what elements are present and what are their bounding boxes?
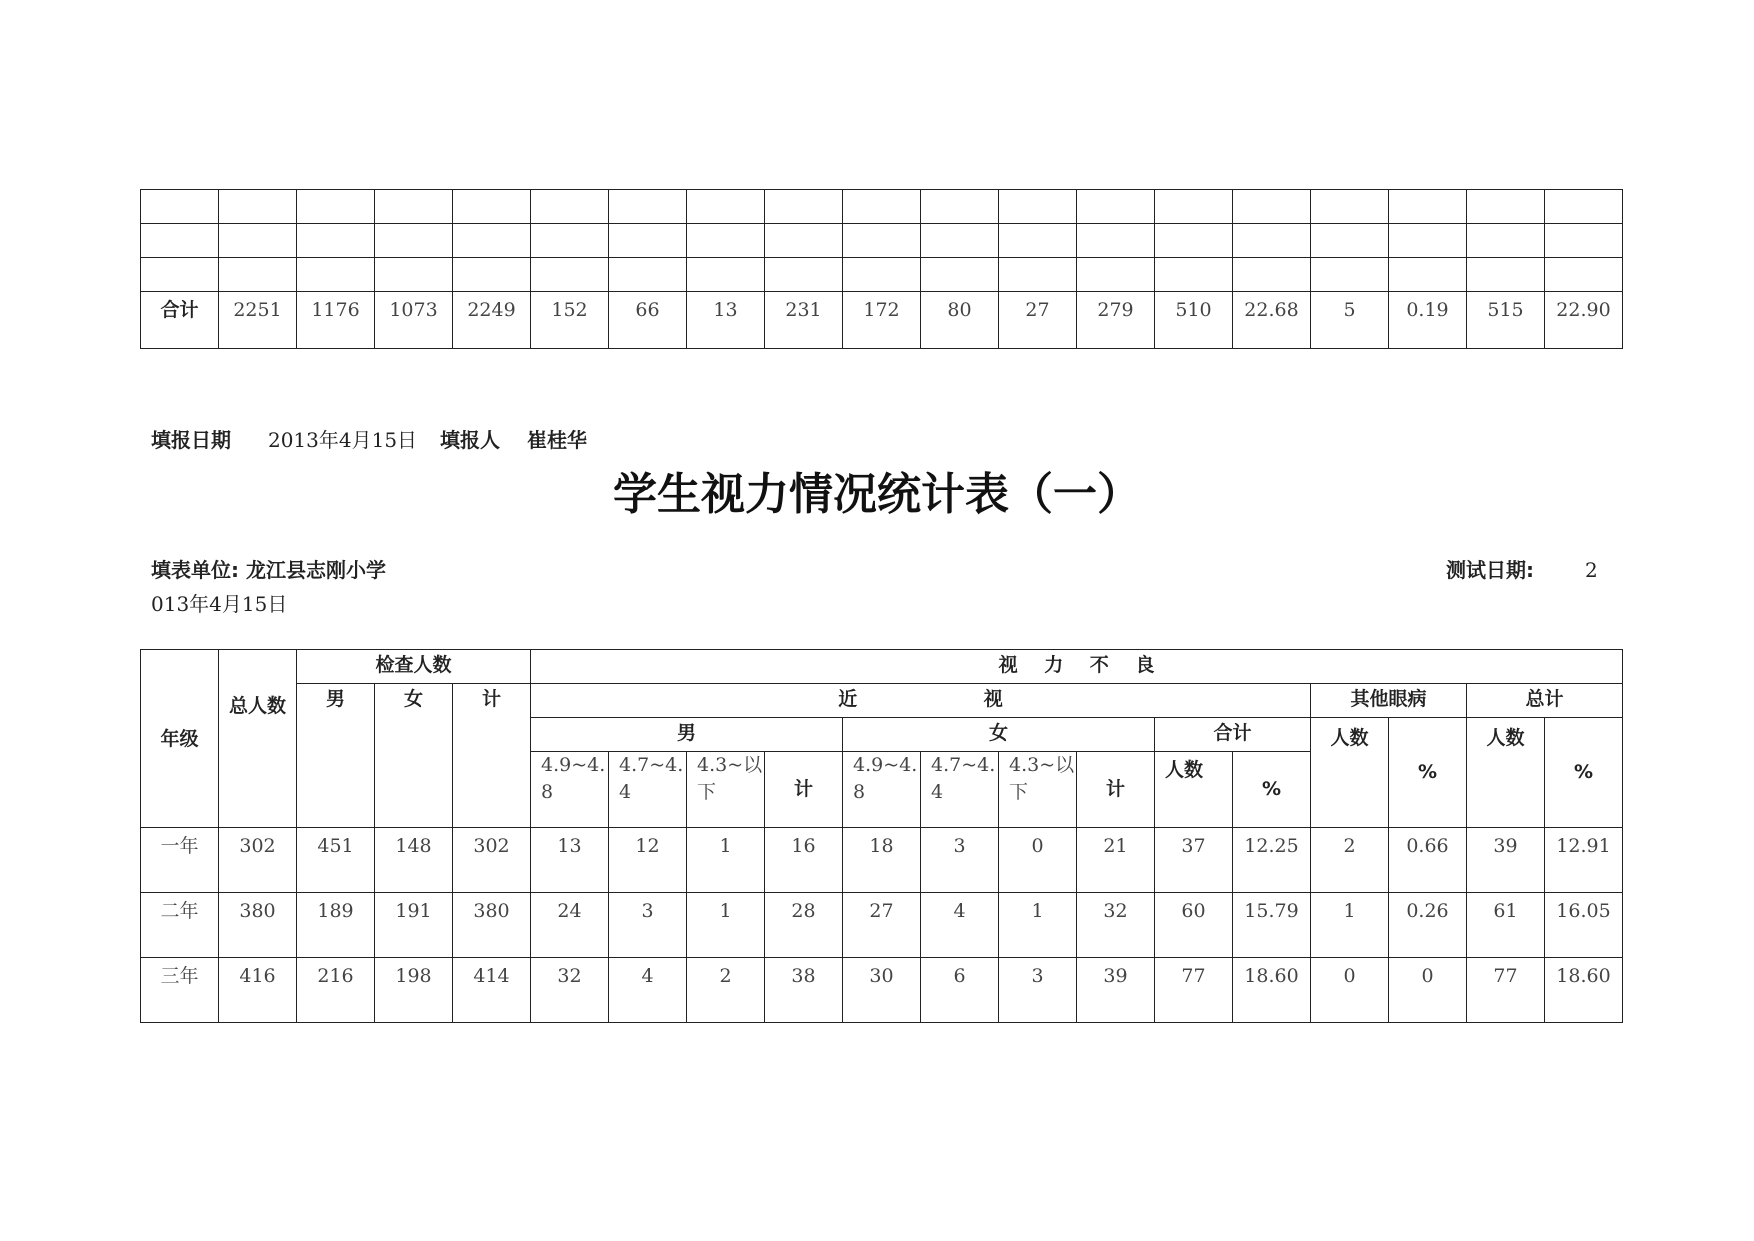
data-cell: 18.60 bbox=[1233, 958, 1311, 1023]
data-cell: 12.25 bbox=[1233, 828, 1311, 893]
test-date-tail-line bbox=[151, 588, 287, 617]
data-cell: 3 bbox=[921, 828, 999, 893]
table-row bbox=[141, 190, 1623, 224]
table-row bbox=[141, 828, 1623, 893]
data-cell: 28 bbox=[765, 893, 843, 958]
data-cell: 1 bbox=[687, 893, 765, 958]
data-cell: 302 bbox=[453, 828, 531, 893]
total-cell: 515 bbox=[1467, 292, 1545, 349]
total-label: 合计 bbox=[141, 292, 219, 349]
data-cell: 77 bbox=[1467, 958, 1545, 1023]
fill-person-value: 崔桂华 bbox=[526, 428, 587, 452]
header-row-2 bbox=[141, 684, 1623, 718]
data-cell: 414 bbox=[453, 958, 531, 1023]
data-cell: 27 bbox=[843, 893, 921, 958]
total-cell: 5 bbox=[1311, 292, 1389, 349]
data-cell: 198 bbox=[375, 958, 453, 1023]
total-cell: 2249 bbox=[453, 292, 531, 349]
data-cell: 0.26 bbox=[1389, 893, 1467, 958]
range-header: 4.9~4.8 bbox=[531, 752, 609, 828]
data-cell: 38 bbox=[765, 958, 843, 1023]
data-cell: 302 bbox=[219, 828, 297, 893]
fill-date-value: 2013年4月15日 bbox=[267, 428, 418, 452]
sum-people-header: 人数 bbox=[1155, 752, 1233, 828]
unit-label: 填表单位: bbox=[151, 558, 239, 582]
data-cell: 1 bbox=[687, 828, 765, 893]
total-cell: 27 bbox=[999, 292, 1077, 349]
female-header: 女 bbox=[375, 684, 453, 828]
data-cell: 39 bbox=[1077, 958, 1155, 1023]
grade-cell: 一年 bbox=[141, 828, 219, 893]
count-header: 计 bbox=[765, 752, 843, 828]
data-cell: 6 bbox=[921, 958, 999, 1023]
total-cell: 279 bbox=[1077, 292, 1155, 349]
page-title: 学生视力情况统计表（一） bbox=[613, 469, 1141, 520]
poor-vision-header: 视 力 不 良 bbox=[531, 650, 1623, 684]
total-cell: 80 bbox=[921, 292, 999, 349]
data-cell: 32 bbox=[1077, 893, 1155, 958]
total-cell: 66 bbox=[609, 292, 687, 349]
data-cell: 148 bbox=[375, 828, 453, 893]
data-cell: 60 bbox=[1155, 893, 1233, 958]
total-row bbox=[141, 292, 1623, 349]
data-cell: 18 bbox=[843, 828, 921, 893]
data-cell: 4 bbox=[609, 958, 687, 1023]
test-date-tail: 013年4月15日 bbox=[151, 592, 288, 616]
checked-header: 检查人数 bbox=[297, 650, 531, 684]
data-cell: 451 bbox=[297, 828, 375, 893]
data-cell: 2 bbox=[687, 958, 765, 1023]
test-date-line bbox=[1446, 554, 1598, 583]
vision-stats-table bbox=[140, 649, 1623, 1023]
table-row bbox=[141, 224, 1623, 258]
myopia-sum-header: 合计 bbox=[1155, 718, 1311, 752]
grand-total-header: 总计 bbox=[1467, 684, 1623, 718]
data-cell: 416 bbox=[219, 958, 297, 1023]
data-cell: 3 bbox=[609, 893, 687, 958]
range-header: 4.9~4.8 bbox=[843, 752, 921, 828]
male-header: 男 bbox=[297, 684, 375, 828]
data-cell: 37 bbox=[1155, 828, 1233, 893]
unit-line bbox=[151, 554, 386, 583]
other-people-header: 人数 bbox=[1311, 718, 1389, 828]
data-cell: 15.79 bbox=[1233, 893, 1311, 958]
data-cell: 16.05 bbox=[1545, 893, 1623, 958]
header-row-1 bbox=[141, 650, 1623, 684]
data-cell: 32 bbox=[531, 958, 609, 1023]
myopia-header: 近 视 bbox=[531, 684, 1311, 718]
data-cell: 24 bbox=[531, 893, 609, 958]
data-cell: 191 bbox=[375, 893, 453, 958]
table-row bbox=[141, 258, 1623, 292]
data-cell: 39 bbox=[1467, 828, 1545, 893]
total-cell: 152 bbox=[531, 292, 609, 349]
total-cell: 1176 bbox=[297, 292, 375, 349]
data-cell: 4 bbox=[921, 893, 999, 958]
table-row bbox=[141, 958, 1623, 1023]
total-cell: 22.90 bbox=[1545, 292, 1623, 349]
myopia-female-header: 女 bbox=[843, 718, 1155, 752]
data-cell: 30 bbox=[843, 958, 921, 1023]
table-row bbox=[141, 893, 1623, 958]
data-cell: 380 bbox=[219, 893, 297, 958]
unit-value: 龙江县志刚小学 bbox=[245, 558, 386, 582]
data-cell: 2 bbox=[1311, 828, 1389, 893]
grade-cell: 三年 bbox=[141, 958, 219, 1023]
count-header: 计 bbox=[1077, 752, 1155, 828]
fill-date-label: 填报日期 bbox=[151, 428, 231, 452]
data-cell: 0 bbox=[1389, 958, 1467, 1023]
total-header: 总人数 bbox=[219, 650, 297, 828]
total-cell: 13 bbox=[687, 292, 765, 349]
myopia-male-header: 男 bbox=[531, 718, 843, 752]
data-cell: 216 bbox=[297, 958, 375, 1023]
data-cell: 1 bbox=[1311, 893, 1389, 958]
fill-person-label: 填报人 bbox=[440, 428, 501, 452]
total-cell: 22.68 bbox=[1233, 292, 1311, 349]
data-cell: 18.60 bbox=[1545, 958, 1623, 1023]
total-cell: 1073 bbox=[375, 292, 453, 349]
range-header: 4.7~4.4 bbox=[609, 752, 687, 828]
other-percent-header: % bbox=[1389, 718, 1467, 828]
data-cell: 3 bbox=[999, 958, 1077, 1023]
range-header: 4.3~以下 bbox=[999, 752, 1077, 828]
previous-stats-table bbox=[140, 189, 1623, 349]
data-cell: 12.91 bbox=[1545, 828, 1623, 893]
grade-cell: 二年 bbox=[141, 893, 219, 958]
data-cell: 16 bbox=[765, 828, 843, 893]
total-cell: 510 bbox=[1155, 292, 1233, 349]
test-date-head: 2 bbox=[1584, 558, 1598, 582]
total-cell: 231 bbox=[765, 292, 843, 349]
data-cell: 0 bbox=[999, 828, 1077, 893]
fill-info-line bbox=[151, 424, 587, 453]
data-cell: 21 bbox=[1077, 828, 1155, 893]
subtotal-header: 计 bbox=[453, 684, 531, 828]
test-date-label: 测试日期: bbox=[1446, 558, 1534, 582]
data-cell: 1 bbox=[999, 893, 1077, 958]
grade-header: 年级 bbox=[141, 650, 219, 828]
other-eye-header: 其他眼病 bbox=[1311, 684, 1467, 718]
data-cell: 380 bbox=[453, 893, 531, 958]
range-header: 4.7~4.4 bbox=[921, 752, 999, 828]
total-percent-header: % bbox=[1545, 718, 1623, 828]
data-cell: 13 bbox=[531, 828, 609, 893]
data-cell: 61 bbox=[1467, 893, 1545, 958]
total-cell: 172 bbox=[843, 292, 921, 349]
total-cell: 0.19 bbox=[1389, 292, 1467, 349]
range-header: 4.3~以下 bbox=[687, 752, 765, 828]
data-cell: 0 bbox=[1311, 958, 1389, 1023]
data-cell: 0.66 bbox=[1389, 828, 1467, 893]
total-cell: 2251 bbox=[219, 292, 297, 349]
sum-percent-header: % bbox=[1233, 752, 1311, 828]
data-cell: 189 bbox=[297, 893, 375, 958]
total-people-header: 人数 bbox=[1467, 718, 1545, 828]
data-cell: 12 bbox=[609, 828, 687, 893]
data-cell: 77 bbox=[1155, 958, 1233, 1023]
